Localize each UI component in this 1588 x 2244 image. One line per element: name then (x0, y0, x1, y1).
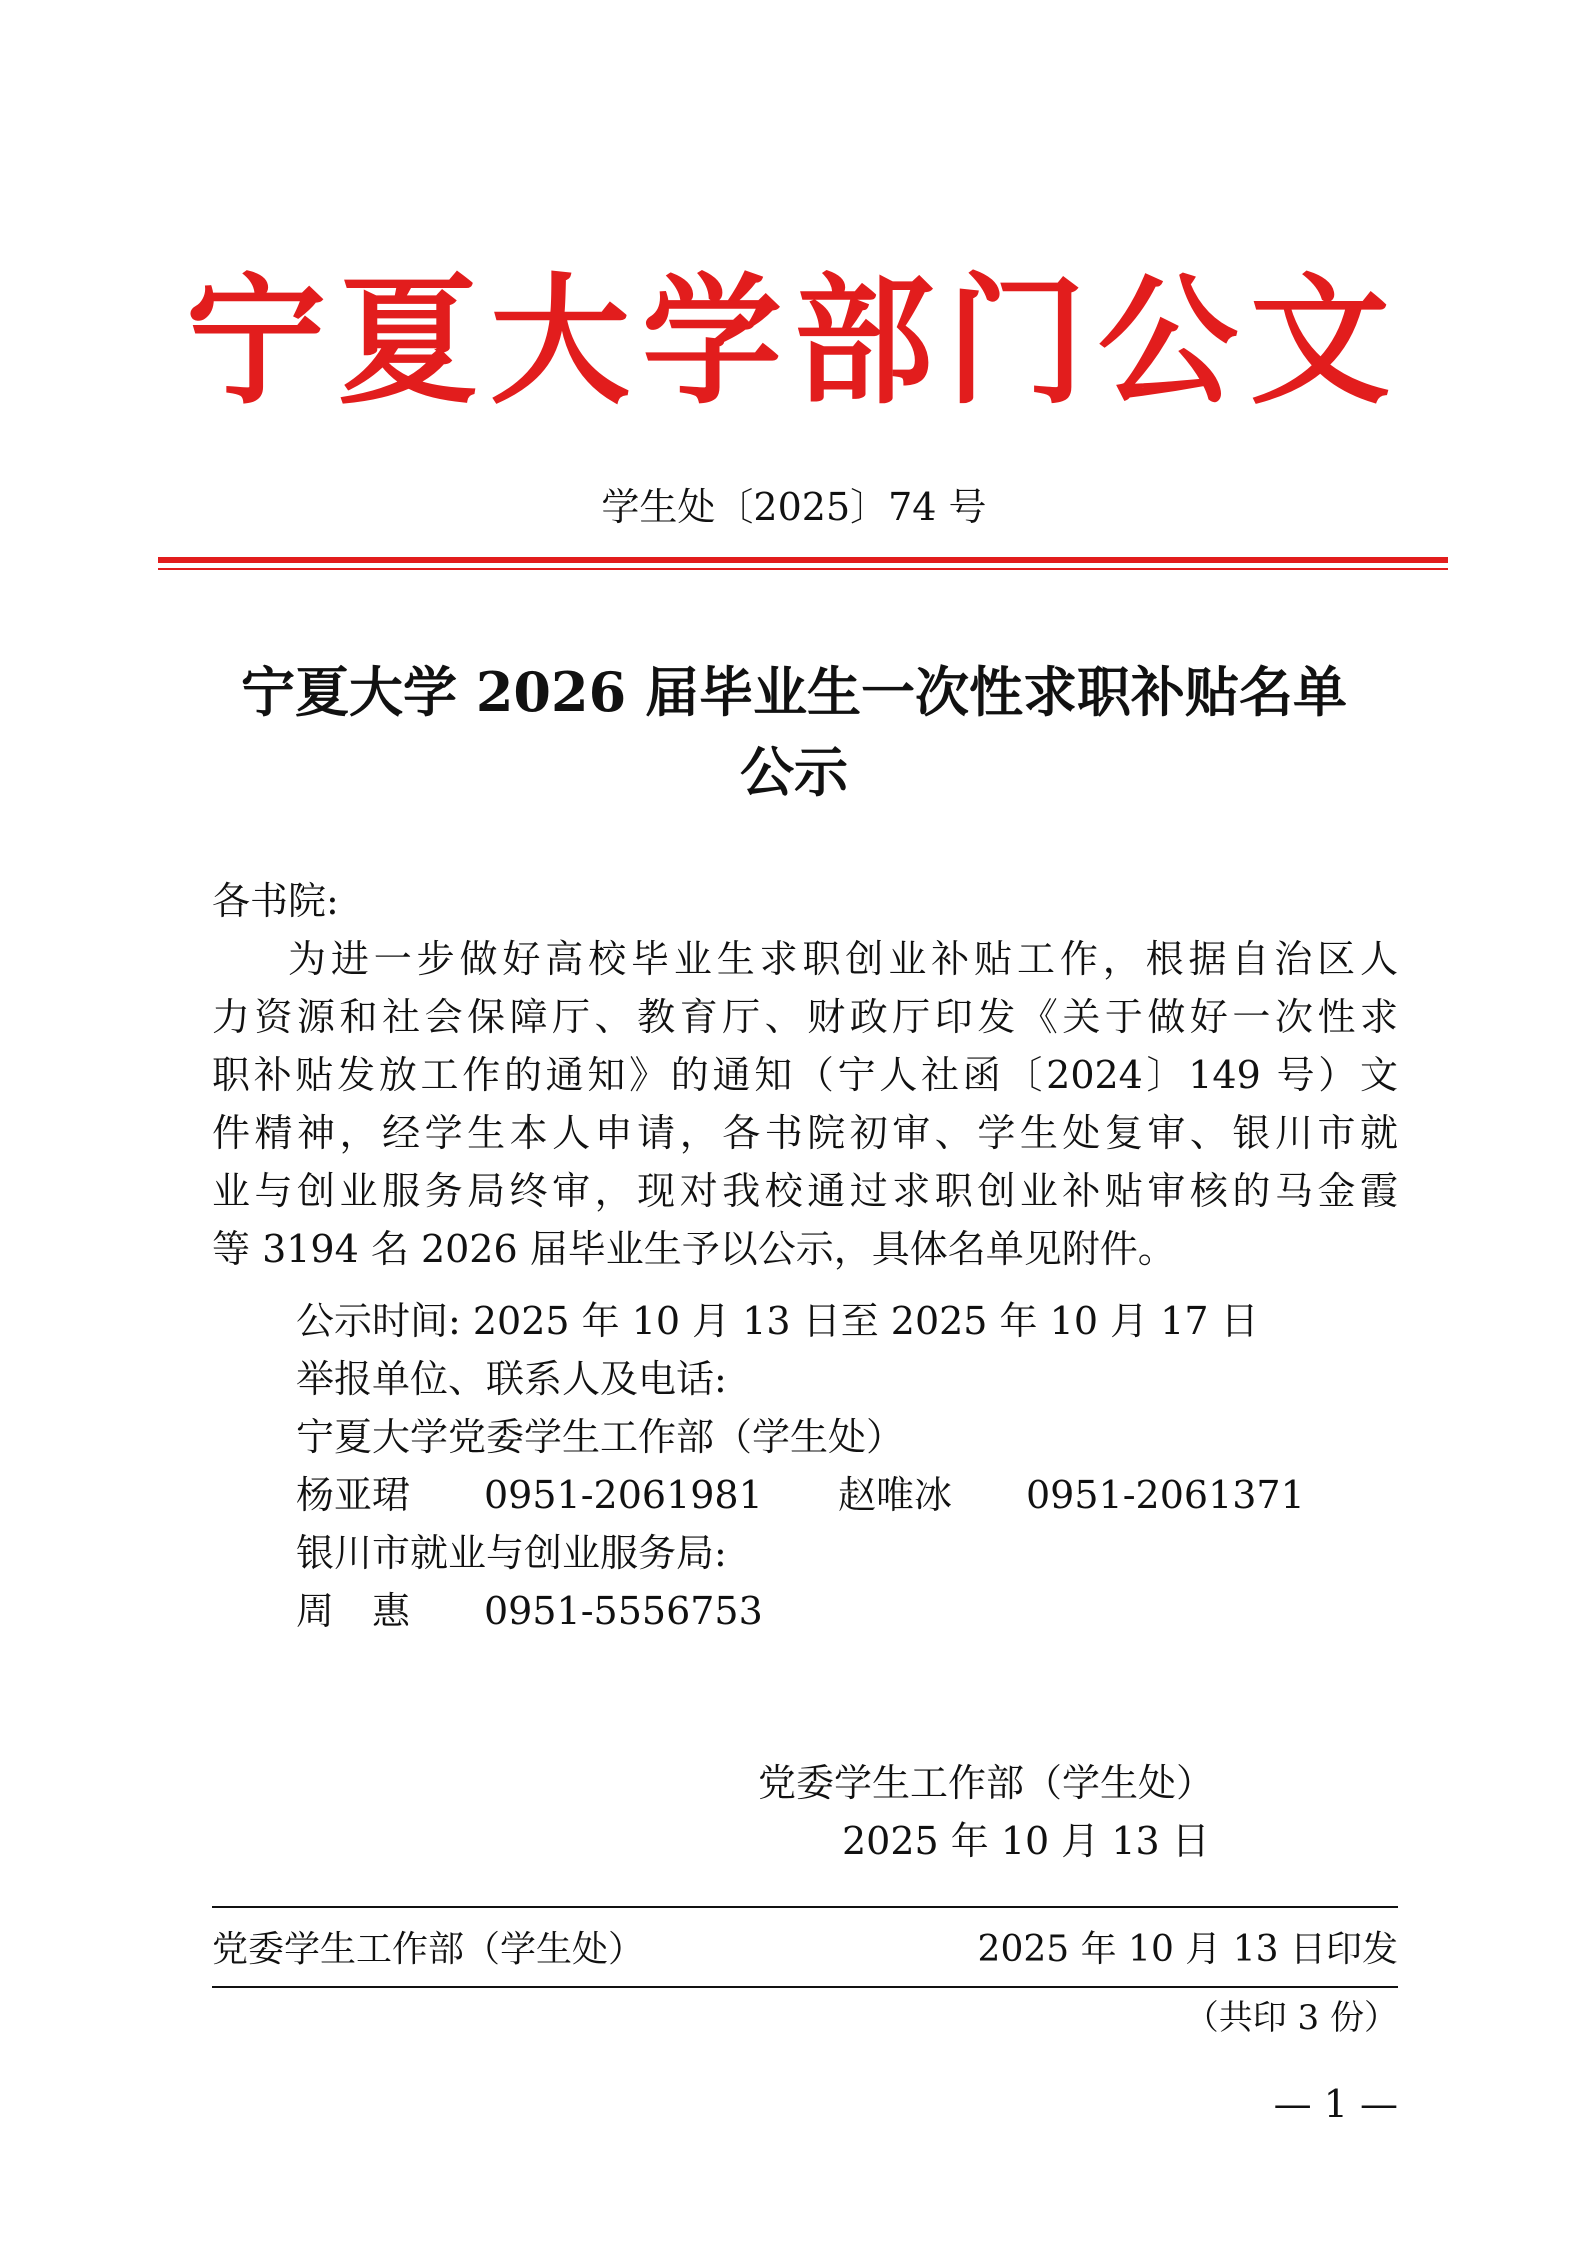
contact-name: 周惠 (296, 1589, 449, 1633)
title-line-2: 公示 (740, 740, 848, 804)
footer-divider-bottom (212, 1986, 1398, 1988)
contact-name: 杨亚珺 (296, 1473, 411, 1517)
paragraph-line: 为进一步做好高校毕业生求职创业补贴工作，根据自治区人 (288, 937, 1398, 981)
organization-employment-bureau: 银川市就业与创业服务局: (296, 1531, 727, 1575)
signature-organization: 党委学生工作部（学生处） (758, 1761, 1215, 1805)
contact-name: 赵唯冰 (838, 1473, 953, 1517)
contact-phone: 0951-2061371 (1026, 1473, 1305, 1517)
masthead-title: 宁夏大学部门公文 (185, 260, 1402, 424)
signature-date: 2025 年 10 月 13 日 (842, 1819, 1210, 1863)
document-title (0, 652, 1588, 812)
contact-phone: 0951-5556753 (484, 1589, 763, 1633)
title-line-1: 宁夏大学 2026 届毕业生一次性求职补贴名单 (241, 660, 1347, 724)
print-copies: （共印 3 份） (1184, 1998, 1398, 2038)
page-number: — 1 — (1273, 2082, 1398, 2126)
salutation: 各书院: (212, 879, 339, 923)
paragraph-line: 等 3194 名 2026 届毕业生予以公示，具体名单见附件。 (212, 1227, 1176, 1271)
footer-issuer: 党委学生工作部（学生处） (212, 1929, 645, 1970)
contact-phone: 0951-2061981 (484, 1473, 763, 1517)
paragraph-line: 职补贴发放工作的通知》的通知（宁人社函〔2024〕149 号）文 (212, 1053, 1398, 1097)
publicity-time: 公示时间: 2025 年 10 月 13 日至 2025 年 10 月 17 日 (296, 1299, 1259, 1343)
red-divider-thin (158, 568, 1448, 570)
footer-issue-date: 2025 年 10 月 13 日印发 (977, 1929, 1398, 1970)
paragraph-line: 业与创业服务局终审，现对我校通过求职创业补贴审核的马金霞 (212, 1169, 1398, 1213)
contact-row (296, 1582, 763, 1640)
paragraph-line: 力资源和社会保障厅、教育厅、财政厅印发《关于做好一次性求 (212, 995, 1398, 1039)
footer-divider-top (212, 1906, 1398, 1908)
report-contact-label: 举报单位、联系人及电话: (296, 1357, 727, 1401)
organization-student-affairs: 宁夏大学党委学生工作部（学生处） (296, 1415, 905, 1459)
contact-row (296, 1466, 1305, 1524)
document-number: 学生处〔2025〕74 号 (601, 485, 987, 529)
body-paragraph (212, 930, 1398, 1278)
paragraph-line: 件精神，经学生本人申请，各书院初审、学生处复审、银川市就 (212, 1111, 1398, 1155)
red-divider-thick (158, 557, 1448, 563)
